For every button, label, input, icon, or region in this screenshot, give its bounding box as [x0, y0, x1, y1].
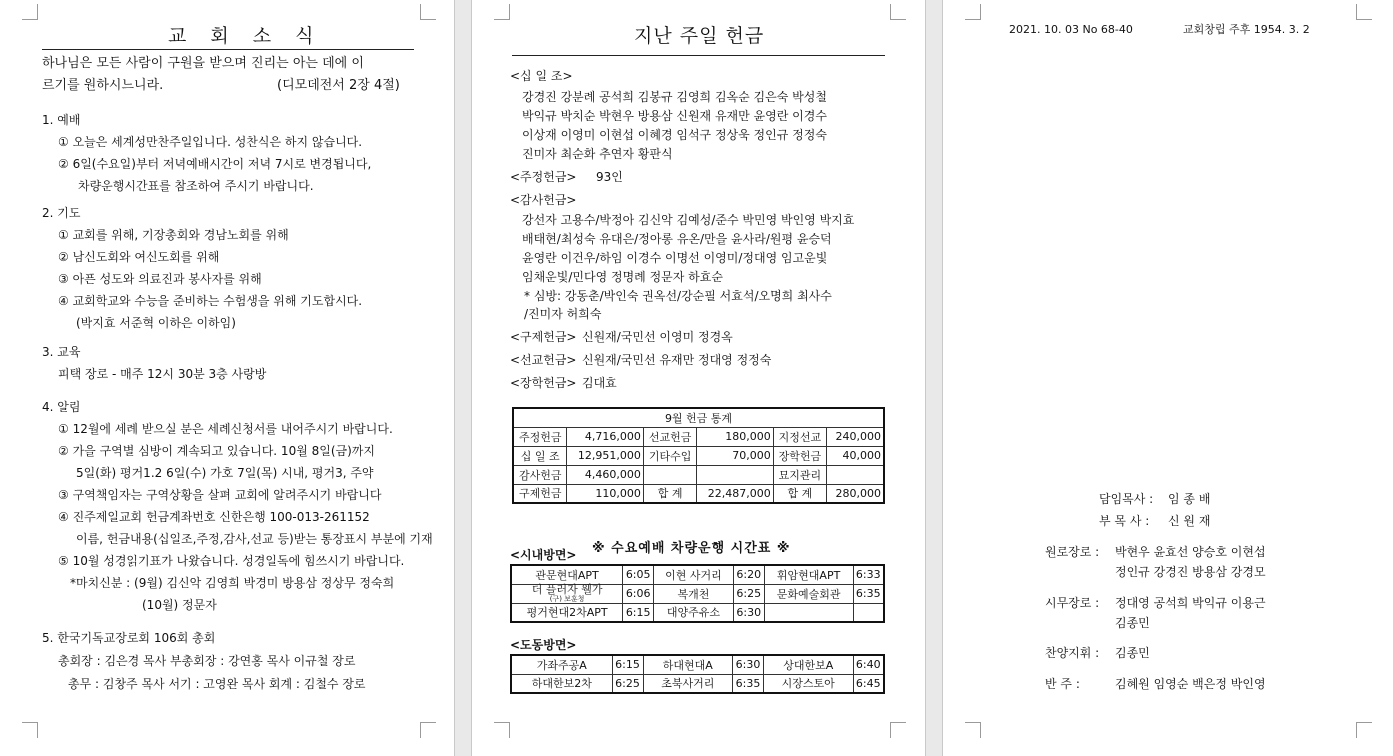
stop-cell: 휘암현대APT	[764, 565, 853, 584]
table-row	[513, 427, 884, 446]
stats-caption: 9월 헌금 통계	[513, 408, 884, 427]
section-worship-heading: 1. 예배	[42, 113, 81, 127]
stop-cell: 가좌주공A	[511, 655, 612, 674]
section-assembly-heading: 5. 한국기독교장로회 106회 총회	[42, 631, 216, 645]
verse-reference: (디모데전서 2장 4절)	[277, 78, 400, 93]
time-cell: 6:45	[853, 674, 884, 693]
stop-cell: 이현 사거리	[654, 565, 734, 584]
tithe-names: 강경진 강분례 공석희 김봉규 김영희 김옥순 김은숙 박성철	[522, 90, 827, 104]
time-cell: 6:35	[733, 674, 764, 693]
stats-cell: 합 계	[773, 484, 826, 503]
stop-cell	[764, 603, 853, 622]
elder-names: 박현우 윤효선 양승호 이현섭	[1115, 545, 1266, 559]
time-cell: 6:35	[853, 584, 884, 603]
worship-item: ① 오늘은 세계성만찬주일입니다. 성찬식은 하지 않습니다.	[58, 135, 363, 149]
stats-cell: 70,000	[697, 446, 773, 465]
stop-name: 더 플러자 웰가	[531, 582, 603, 596]
stats-cell: 280,000	[827, 484, 884, 503]
time-cell	[853, 603, 884, 622]
crop-mark	[890, 4, 906, 20]
stop-cell: 하대현대A	[643, 655, 732, 674]
notice-item: 5일(화) 평거1.2 6일(수) 가호 7일(목) 시내, 평거3, 주약	[76, 466, 374, 480]
elder-role: 원로장로 :	[1045, 545, 1100, 559]
thanks-names: 배태현/최성숙 유대은/정아롱 유온/만을 윤사라/원평 윤승덕	[522, 232, 832, 246]
table-row	[511, 603, 884, 622]
crop-mark	[890, 722, 906, 738]
table-row	[513, 465, 884, 484]
stop-cell	[511, 584, 623, 603]
table-row	[511, 565, 884, 584]
stats-cell: 240,000	[827, 427, 884, 446]
time-cell: 6:25	[612, 674, 643, 693]
tithe-names: 박익규 박치순 박현우 방용삼 신원재 유재만 윤영란 이경수	[522, 109, 827, 123]
crop-mark	[420, 4, 436, 20]
thanks-names: 강선자 고용수/박정아 김신악 김예성/준수 박민영 박인영 박지효	[522, 213, 855, 227]
verse-line-1: 하나님은 모든 사람이 구원을 받으며 진리는 아는 데에 이	[42, 56, 364, 71]
stop-cell: 하대한보2차	[511, 674, 612, 693]
city-route-table	[510, 564, 885, 623]
stats-cell: 4,460,000	[567, 465, 643, 484]
relief-names: 신원재/국민선 이영미 정경옥	[582, 330, 733, 344]
notice-item: (10월) 정문자	[142, 598, 217, 612]
tithe-names: 진미자 최순화 추연자 황판식	[522, 147, 673, 161]
thanks-names: /진미자 허희숙	[524, 307, 602, 321]
time-cell: 6:30	[733, 603, 764, 622]
notice-item: ② 가을 구역별 심방이 계속되고 있습니다. 10월 8일(금)까지	[58, 444, 375, 458]
elder-role: 찬양지휘 :	[1045, 646, 1100, 660]
table-row	[513, 446, 884, 465]
stats-cell	[643, 465, 696, 484]
thanks-names: * 심방: 강동춘/박인숙 권옥선/강순필 서효석/오명희 최사수	[524, 289, 832, 303]
mission-label: <선교헌금>	[510, 353, 577, 367]
stats-cell: 십 일 조	[513, 446, 567, 465]
assembly-item: 총무 : 김창주 목사 서기 : 고영완 목사 회계 : 김철수 장로	[68, 677, 366, 691]
verse-line-2: 르기를 원하시느니라.	[42, 78, 164, 93]
stats-cell: 구제헌금	[513, 484, 567, 503]
elder-names: 정인규 강경진 방용삼 강경모	[1115, 565, 1266, 579]
assembly-item: 총회장 : 김은경 목사 부총회장 : 강연홍 목사 이규철 장로	[58, 654, 356, 668]
notice-item: ④ 진주제일교회 헌금계좌번호 신한은행 100-013-261152	[58, 510, 370, 524]
staff-role: 부 목 사 :	[1099, 514, 1150, 528]
offering-stats-table	[512, 407, 885, 504]
stop-cell: 상대한보A	[764, 655, 854, 674]
stats-cell: 180,000	[697, 427, 773, 446]
stats-cell	[827, 465, 884, 484]
prayer-item: ② 남신도회와 여신도회를 위해	[58, 250, 220, 264]
stop-cell: 문화예술회관	[764, 584, 853, 603]
stop-cell: 복개천	[654, 584, 734, 603]
time-cell: 6:20	[733, 565, 764, 584]
elder-names: 김종민	[1115, 616, 1150, 630]
stats-cell: 110,000	[567, 484, 643, 503]
prayer-item: ③ 아픈 성도와 의료진과 봉사자를 위해	[58, 272, 262, 286]
section-notice-heading: 4. 알림	[42, 400, 81, 414]
time-cell: 6:33	[853, 565, 884, 584]
thanks-names: 윤영란 이건우/하임 이경수 이명선 이영미/정대영 임고운빛	[522, 251, 828, 265]
stats-cell: 감사헌금	[513, 465, 567, 484]
weekly-label: <주정헌금>	[510, 170, 577, 184]
stats-cell: 주정헌금	[513, 427, 567, 446]
page-church-news	[0, 0, 455, 756]
stop-cell: 평거현대2차APT	[511, 603, 623, 622]
staff-name: 임 종 배	[1168, 492, 1211, 506]
stats-cell: 기타수입	[643, 446, 696, 465]
stop-cell: 시장스토아	[764, 674, 854, 693]
time-cell: 6:15	[623, 603, 654, 622]
stop-note: (구) 보훈청	[549, 594, 585, 603]
stats-cell: 40,000	[827, 446, 884, 465]
crop-mark	[22, 722, 38, 738]
stats-cell: 4,716,000	[567, 427, 643, 446]
staff-role: 담임목사 :	[1099, 492, 1154, 506]
stats-cell: 장학헌금	[773, 446, 826, 465]
time-cell: 6:06	[623, 584, 654, 603]
thanks-label: <감사헌금>	[510, 193, 577, 207]
notice-item: ⑤ 10월 성경읽기표가 나왔습니다. 성경일독에 힘쓰시기 바랍니다.	[58, 554, 405, 568]
elder-role: 시무장로 :	[1045, 596, 1100, 610]
crop-mark	[1356, 4, 1372, 20]
page-offerings	[471, 0, 926, 756]
page-title: 지난 주일 헌금	[634, 25, 765, 47]
table-row	[511, 655, 884, 674]
crop-mark	[494, 722, 510, 738]
stop-cell: 초북사거리	[643, 674, 732, 693]
relief-label: <구제헌금>	[510, 330, 577, 344]
thanks-names: 임채운빛/민다영 정명례 정문자 하효순	[522, 270, 723, 284]
tithe-names: 이상재 이영미 이현섭 이혜경 임석구 정상욱 정인규 정정숙	[522, 128, 827, 142]
prayer-item: ④ 교회학교와 수능을 준비하는 수험생을 위해 기도합시다.	[58, 294, 363, 308]
prayer-item: ① 교회를 위해, 기장총회와 경남노회를 위해	[58, 228, 289, 242]
stats-cell: 22,487,000	[697, 484, 773, 503]
education-item: 피택 장로 - 매주 12시 30분 3층 사랑방	[58, 367, 267, 381]
section-prayer-heading: 2. 기도	[42, 206, 81, 220]
crop-mark	[22, 4, 38, 20]
stats-cell: 12,951,000	[567, 446, 643, 465]
stop-cell: 관문현대APT	[511, 565, 623, 584]
scholarship-label: <장학헌금>	[510, 376, 577, 390]
staff-name: 신 원 재	[1168, 514, 1211, 528]
title-divider	[42, 49, 414, 50]
elder-names: 김혜원 임영순 백은정 박인영	[1115, 677, 1266, 691]
elder-role: 반 주 :	[1045, 677, 1080, 691]
time-cell: 6:30	[733, 655, 764, 674]
bus-schedule-title: ※ 수요예배 차량운행 시간표 ※	[592, 541, 791, 556]
worship-item: ② 6일(수요일)부터 저녁예배시간이 저녁 7시로 변경됩니다,	[58, 157, 372, 171]
time-cell: 6:15	[612, 655, 643, 674]
page-title: 교 회 소 식	[168, 25, 323, 47]
stats-cell: 묘지관리	[773, 465, 826, 484]
time-cell: 6:40	[853, 655, 884, 674]
weekly-value: 93인	[596, 170, 623, 184]
page-church-info	[942, 0, 1393, 756]
bulletin-date: 2021. 10. 03 No 68-40	[1009, 23, 1133, 36]
elder-names: 정대영 공석희 박익규 이용근	[1115, 596, 1266, 610]
prayer-item: (박지효 서준혁 이하은 이하임)	[76, 316, 236, 330]
notice-item: *마치신분 : (9월) 김신악 김영희 박경미 방용삼 정상무 정숙희	[70, 576, 395, 590]
table-row	[513, 484, 884, 503]
time-cell: 6:25	[733, 584, 764, 603]
stats-cell: 지정선교	[773, 427, 826, 446]
section-education-heading: 3. 교육	[42, 345, 81, 359]
crop-mark	[965, 722, 981, 738]
notice-item: ① 12월에 세례 받으실 분은 세례신청서를 내어주시기 바랍니다.	[58, 422, 393, 436]
mission-names: 신원재/국민선 유재만 정대영 정정숙	[582, 353, 772, 367]
stats-cell: 합 계	[643, 484, 696, 503]
table-row	[511, 674, 884, 693]
elder-names: 김종민	[1115, 646, 1150, 660]
worship-item: 차량운행시간표를 참조하여 주시기 바랍니다.	[78, 179, 314, 193]
time-cell: 6:05	[623, 565, 654, 584]
title-divider	[512, 55, 885, 56]
crop-mark	[965, 4, 981, 20]
table-row	[511, 584, 884, 603]
stop-cell: 대양주유소	[654, 603, 734, 622]
east-route-label: <도동방면>	[510, 638, 577, 652]
crop-mark	[1356, 722, 1372, 738]
founding-date: 교회창립 주후 1954. 3. 2	[1183, 23, 1310, 36]
crop-mark	[494, 4, 510, 20]
scholarship-names: 김대효	[582, 376, 617, 390]
notice-item: 이름, 헌금내용(십일조,주정,감사,선교 등)받는 통장표시 부분에 기재	[76, 532, 433, 546]
notice-item: ③ 구역책임자는 구역상황을 살펴 교회에 알려주시기 바랍니다	[58, 488, 382, 502]
city-route-label: <시내방면>	[510, 548, 577, 562]
crop-mark	[420, 722, 436, 738]
tithe-label: <십 일 조>	[510, 69, 573, 83]
stats-cell: 선교헌금	[643, 427, 696, 446]
east-route-table	[510, 654, 885, 694]
stats-cell	[697, 465, 773, 484]
